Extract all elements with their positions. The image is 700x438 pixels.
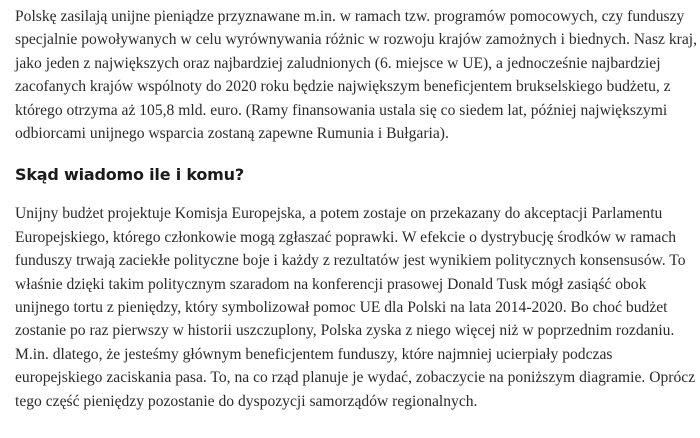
paragraph-line: unijnego tortu z pieniędzy, który symbolizował pomoc UE dla Polski na lata 2014-2020. Bo choć budżet [15, 299, 668, 317]
paragraph-line: którego otrzyma aż 105,8 mld. euro. (Ramy finansowania ustala się co siedem lat, później największymi [15, 101, 668, 119]
paragraph-line: tego część pieniędzy pozostanie do dyspozycji samorządów regionalnych. [15, 392, 478, 410]
body-paragraph [15, 202, 700, 413]
paragraph-line: specjalnie powoływanych w celu wyrównywania różnic w rozwoju krajów zamożnych i biednych. Nasz kraj, [15, 31, 697, 49]
paragraph-line: Polskę zasilają unijne pieniądze przyznawane m.in. w ramach tzw. programów pomocowych, czy funduszy [15, 8, 685, 25]
paragraph-line: zacofanych krajów wspólnoty do 2020 roku będzie największym beneficjentem brukselskiego budżetu, z [15, 78, 671, 96]
paragraph-line: zostanie po raz pierwszy w historii uszczuplony, Polska zyska z niego więcej niż w poprzednim rozdaniu. [15, 322, 675, 340]
paragraph-line: europejskiego zaciskania pasa. To, na co rząd planuje je wydać, zobaczycie na poniższym diagramie. Oprócz [15, 369, 696, 387]
paragraph-line: Europejskiego, którego członkowie mogą zgłaszać poprawki. W efekcie o dystrybucję środków w ramach [15, 228, 677, 246]
paragraph-line: Unijny budżet projektuje Komisja Europejska, a potem zostaje on przekazany do akceptacji Parlamentu [15, 205, 663, 223]
section-heading: Skąd wiadomo ile i komu? [15, 165, 244, 185]
paragraph-line: właśnie dzięki takim politycznym szaradom na konferencji prasowej Donald Tusk mógł zasiąść obok [15, 275, 647, 293]
paragraph-line: jako jeden z największych oraz najbardziej zaludnionych (6. miejsce w UE), a jednocześnie najbardziej [15, 54, 661, 72]
intro-paragraph [15, 5, 700, 145]
paragraph-line: odbiorcami unijnego wsparcia zostaną zapewne Rumunia i Bułgaria). [15, 125, 449, 143]
paragraph-line: M.in. dlatego, że jesteśmy głównym beneficjentem funduszy, które najmniej ucierpiały podczas [15, 345, 613, 363]
paragraph-line: funduszy trwają zaciekłe polityczne boje i każdy z rezultatów jest wynikiem politycznych konsensusów. To [15, 252, 686, 270]
